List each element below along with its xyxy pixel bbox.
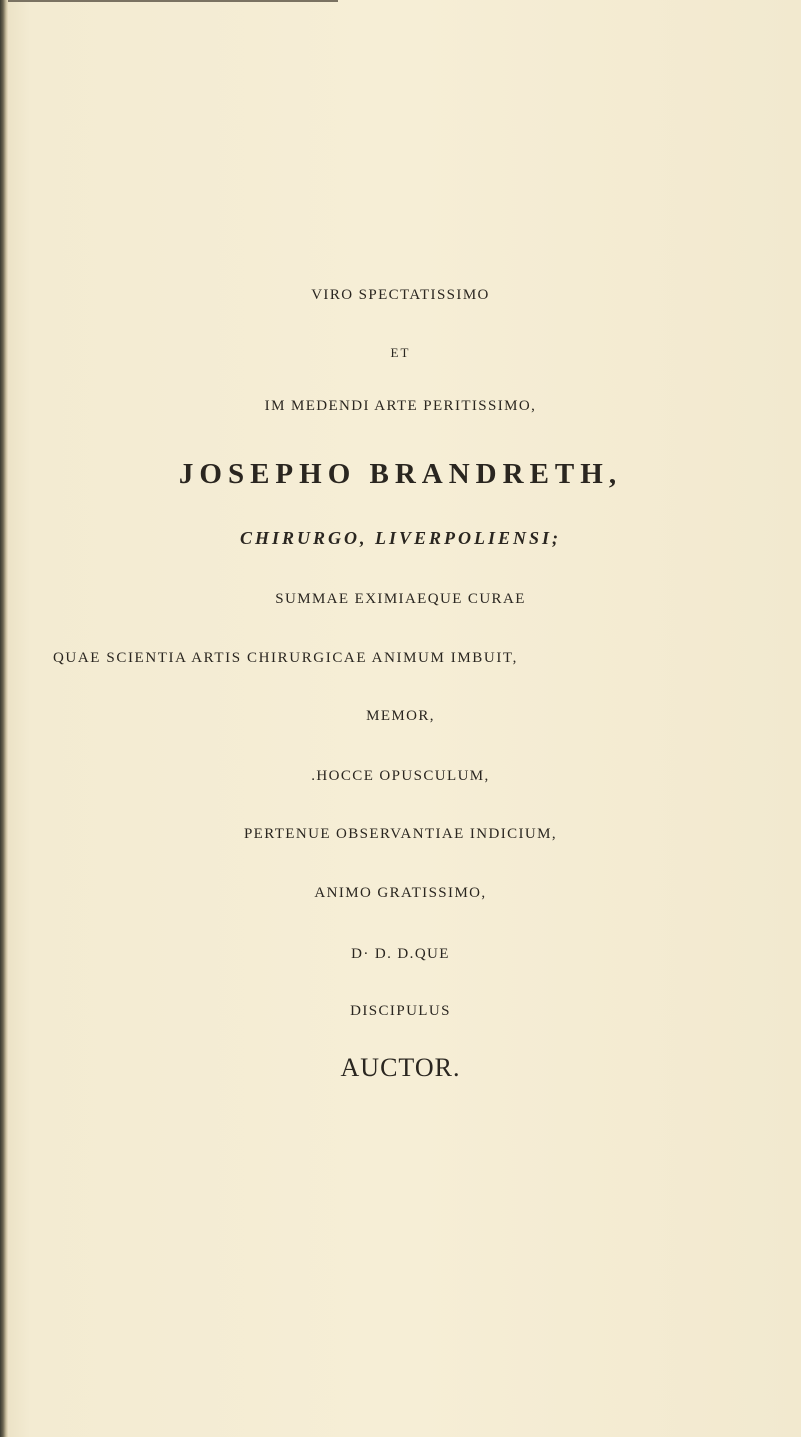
dedication-line-12: D· D. D.QUE	[351, 946, 450, 962]
dedicatee-title: CHIRURGO, LIVERPOLIENSI;	[239, 528, 562, 548]
dedication-line-11: ANIMO GRATISSIMO,	[314, 885, 487, 901]
dedication-line-6: SUMMAE EXIMIAEQUE CURAE	[275, 591, 526, 607]
dedication-line-10: PERTENUE OBSERVANTIAE INDICIUM,	[243, 826, 558, 842]
dedication-line-9: .HOCCE OPUSCULUM,	[311, 768, 490, 784]
dedication-line-7: QUAE SCIENTIA ARTIS CHIRURGICAE ANIMUM IMBUIT,	[53, 650, 518, 666]
dedication-line-3: IM MEDENDI ARTE PERITISSIMO,	[264, 398, 537, 414]
dedication-line-8: MEMOR,	[366, 708, 435, 724]
top-rule	[8, 0, 338, 2]
dedicatee-name: JOSEPHO BRANDRETH,	[178, 458, 623, 490]
dedication-line-1: VIRO SPECTATISSIMO	[311, 287, 490, 303]
dedication-line-13: DISCIPULUS	[350, 1003, 451, 1019]
author-signature: AUCTOR.	[340, 1053, 461, 1082]
dedication-line-2: ET	[390, 345, 411, 360]
